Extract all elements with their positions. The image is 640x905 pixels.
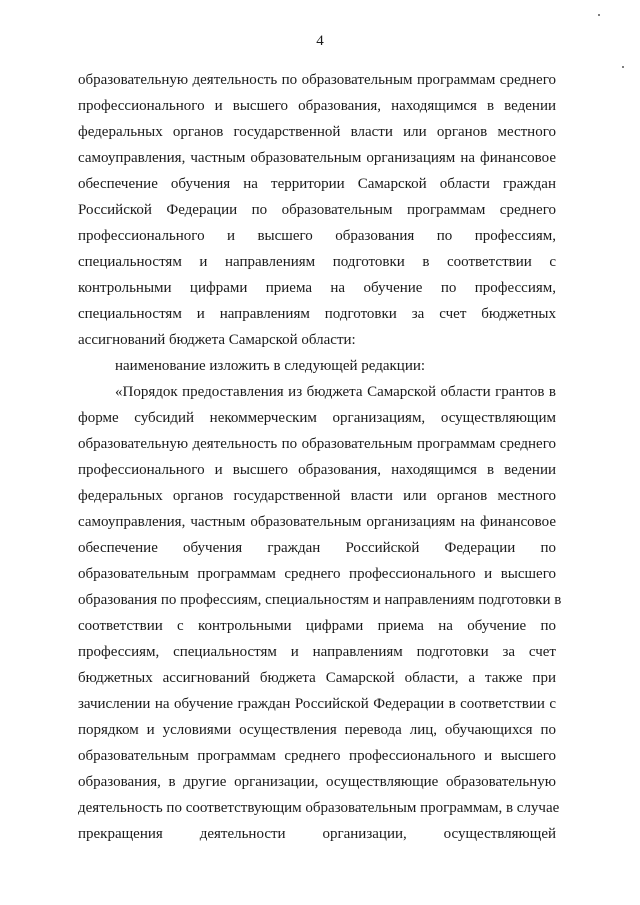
text-line: наименование изложить в следующей редакции:: [115, 358, 426, 374]
text-line: профессионального и высшего образования по профессиям,: [78, 228, 556, 244]
text-line: самоуправления, частным образовательным организациям на финансовое: [78, 150, 556, 166]
text-line: порядком и условиями осуществления перевода лиц, обучающихся по: [78, 722, 556, 738]
text-line: образовательным программам среднего профессионального и высшего: [78, 748, 556, 764]
scan-speck: [622, 66, 624, 68]
page-number: 4: [316, 33, 324, 49]
text-line: федеральных органов государственной власти или органов местного: [78, 488, 556, 504]
text-line: профессионального и высшего образования, находящимся в ведении: [78, 98, 556, 114]
text-line: зачислении на обучение граждан Российской Федерации в соответствии с: [78, 696, 556, 712]
text-line: образовательную деятельность по образовательным программам среднего: [78, 72, 556, 88]
document-body: [78, 67, 562, 847]
text-line: самоуправления, частным образовательным организациям на финансовое: [78, 514, 556, 530]
text-line: «Порядок предоставления из бюджета Самарской области грантов в: [115, 384, 556, 400]
text-line: образовательным программам среднего профессионального и высшего: [78, 566, 556, 582]
text-line: образовательную деятельность по образовательным программам среднего: [78, 436, 556, 452]
text-line: федеральных органов государственной власти или органов местного: [78, 124, 556, 140]
text-line: соответствии с контрольными цифрами приема на обучение по: [78, 618, 556, 634]
text-line: специальностям и направлениям подготовки в соответствии с: [78, 254, 556, 270]
text-line: профессиям, специальностям и направлениям подготовки за счет: [78, 644, 556, 660]
text-line: образования, в другие организации, осуществляющие образовательную: [78, 774, 556, 790]
text-line: специальностям и направлениям подготовки за счет бюджетных: [78, 306, 556, 322]
text-line: прекращения деятельности организации, осуществляющей: [78, 826, 556, 842]
text-line: обеспечение обучения на территории Самарской области граждан: [78, 176, 556, 192]
text-line: обеспечение обучения граждан Российской Федерации по: [78, 540, 556, 556]
text-line: образования по профессиям, специальностям и направлениям подготовки в: [78, 592, 562, 608]
scan-speck: [598, 14, 600, 16]
text-line: бюджетных ассигнований бюджета Самарской области, а также при: [78, 670, 556, 686]
text-line: деятельность по соответствующим образовательным программам, в случае: [78, 800, 560, 816]
text-line: профессионального и высшего образования, находящимся в ведении: [78, 462, 556, 478]
text-line: форме субсидий некоммерческим организациям, осуществляющим: [78, 410, 556, 426]
text-line: контрольными цифрами приема на обучение по профессиям,: [78, 280, 556, 296]
text-line: Российской Федерации по образовательным программам среднего: [78, 202, 556, 218]
text-line: ассигнований бюджета Самарской области:: [78, 332, 356, 348]
